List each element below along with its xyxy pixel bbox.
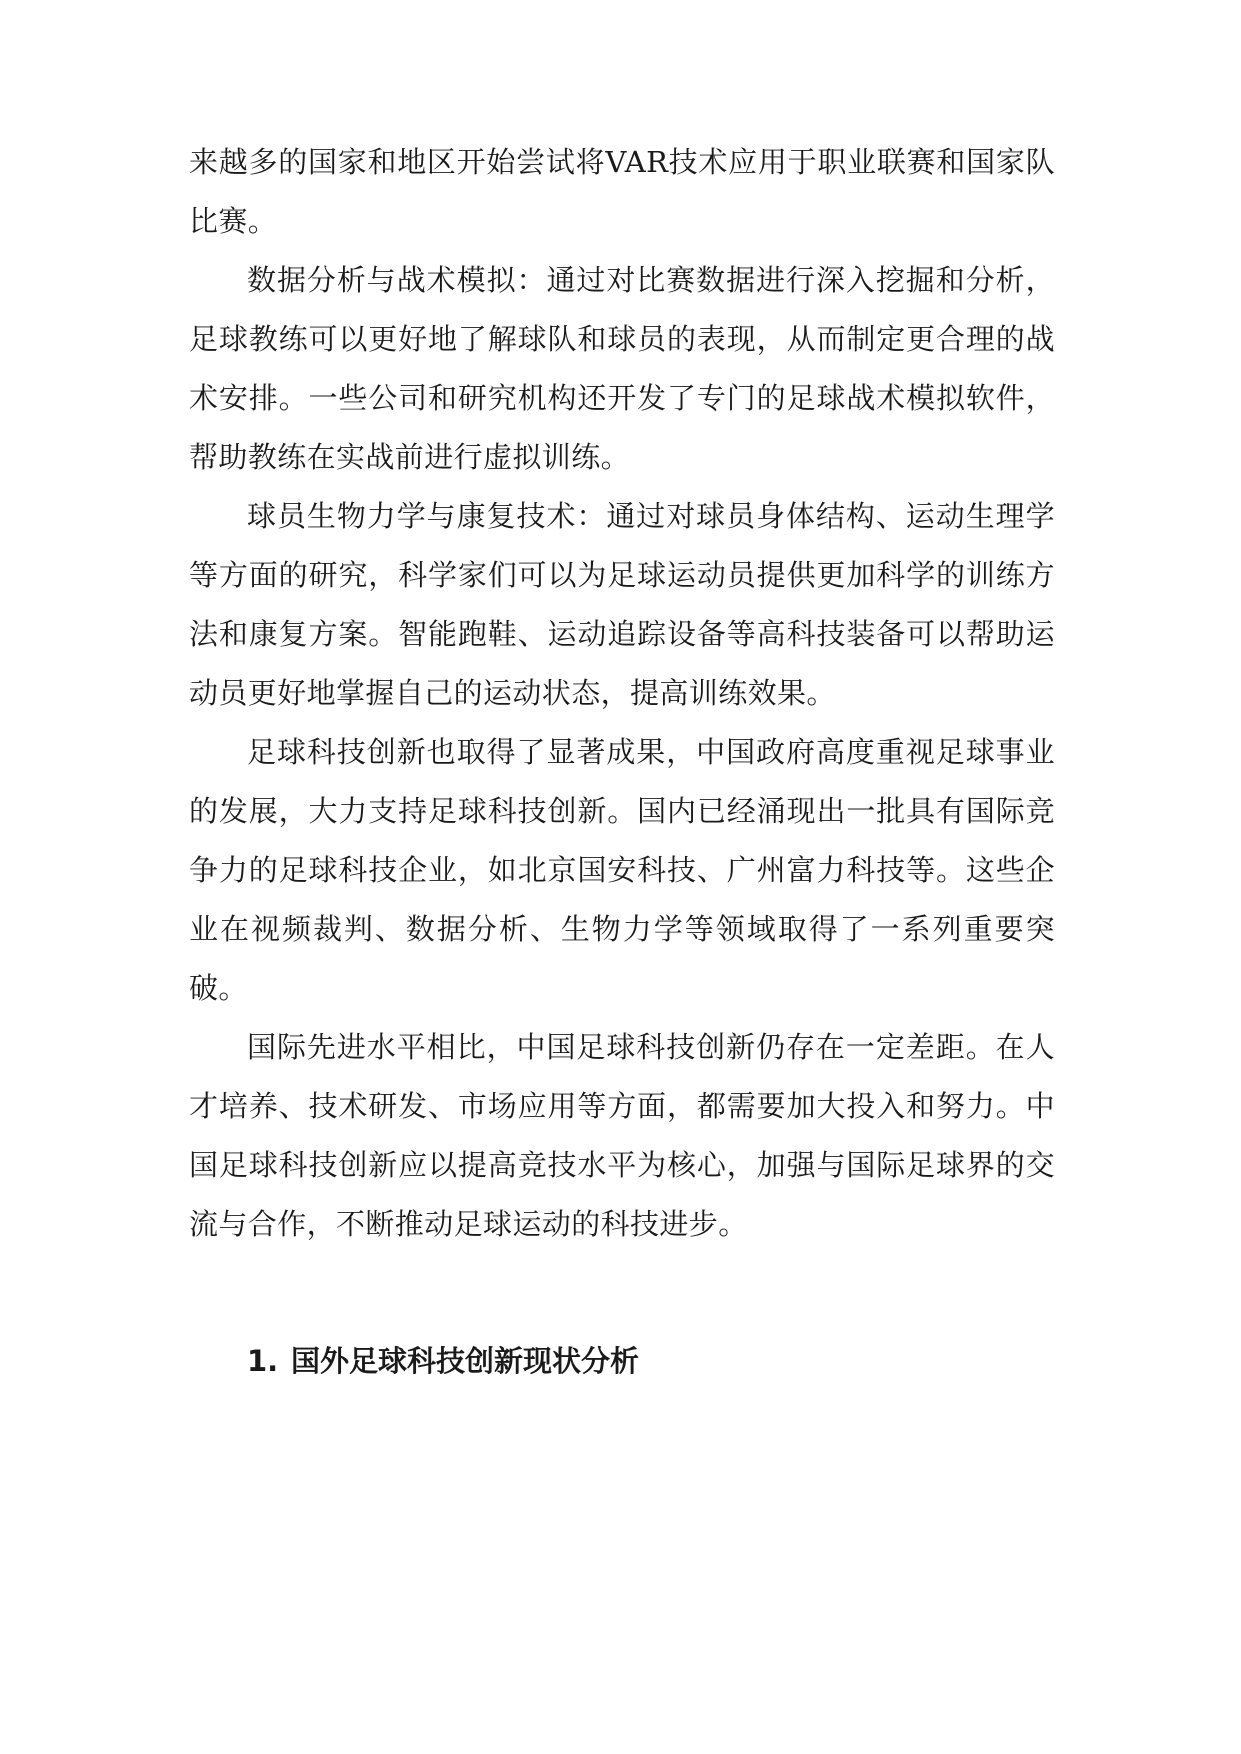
paragraph-biomechanics: 球员生物力学与康复技术：通过对球员身体结构、运动生理学等方面的研究，科学家们可以为足球运动员提供更加科学的训练方法和康复方案。智能跑鞋、运动追踪设备等高科技装备可以帮助运动员更好地掌握自己的运动状态，提高训练效果。 xyxy=(189,499,1055,710)
section-heading-title: 国外足球科技创新现状分析 xyxy=(291,1344,640,1378)
paragraph-china-achievements: 足球科技创新也取得了显著成果，中国政府高度重视足球事业的发展，大力支持足球科技创新。国内已经涌现出一批具有国际竞争力的足球科技企业，如北京国安科技、广州富力科技等。这些企业在视频裁判、数据分析、生物力学等领域取得了一系列重要突破。 xyxy=(189,735,1055,1005)
section-heading xyxy=(189,1332,1055,1391)
paragraph-china-gap: 国际先进水平相比，中国足球科技创新仍存在一定差距。在人才培养、技术研发、市场应用等方面，都需要加大投入和努力。中国足球科技创新应以提高竞技水平为核心，加强与国际足球界的交流与合作，不断推动足球运动的科技进步。 xyxy=(189,1030,1055,1241)
paragraph-var-continuation: 来越多的国家和地区开始尝试将VAR技术应用于职业联赛和国家队比赛。 xyxy=(189,145,1055,238)
document-page xyxy=(189,133,1055,1391)
paragraph-data-analysis: 数据分析与战术模拟：通过对比赛数据进行深入挖掘和分析，足球教练可以更好地了解球队和球员的表现，从而制定更合理的战术安排。一些公司和研究机构还开发了专门的足球战术模拟软件，帮助教练在实战前进行虚拟训练。 xyxy=(189,263,1055,474)
section-heading-number: 1. xyxy=(247,1344,279,1378)
